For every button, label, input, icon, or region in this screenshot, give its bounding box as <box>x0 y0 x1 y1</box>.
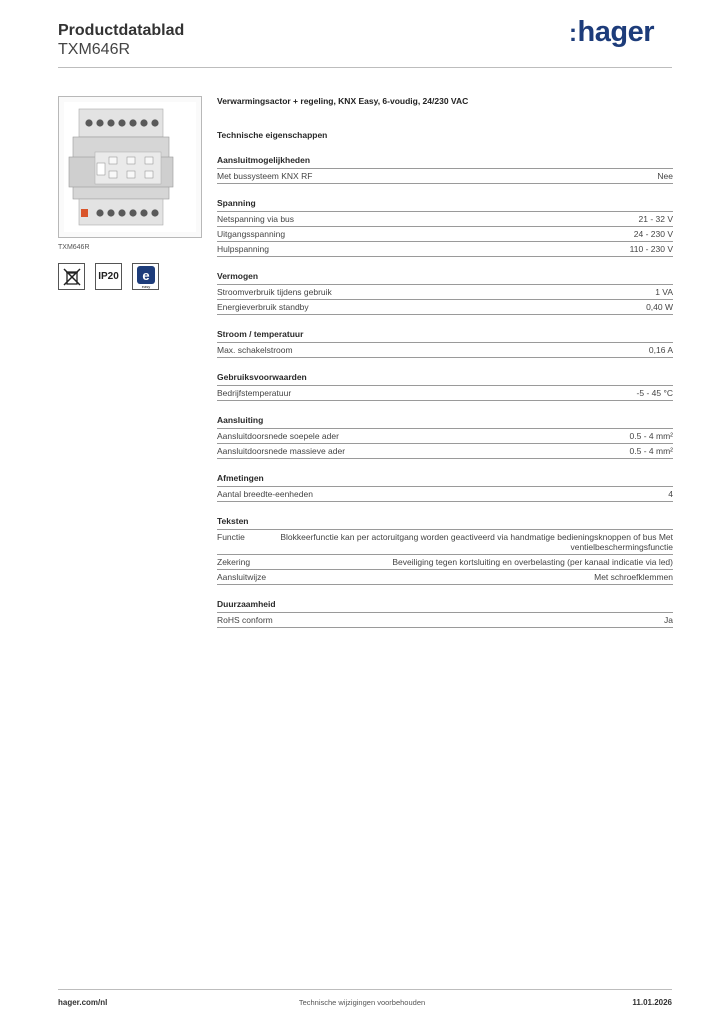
spec-value: -5 - 45 °C <box>636 388 673 398</box>
spec-row <box>217 300 673 315</box>
spec-value: 0.5 - 4 mm² <box>629 446 673 456</box>
spec-sections <box>217 155 673 628</box>
section-title: Afmetingen <box>217 473 673 487</box>
spec-row <box>217 570 673 585</box>
no-waste-bin-icon <box>58 263 85 290</box>
spec-section <box>217 473 673 502</box>
spec-row <box>217 285 673 300</box>
spec-row <box>217 242 673 257</box>
spec-label: Max. schakelstroom <box>217 345 293 355</box>
spec-label: Met bussysteem KNX RF <box>217 171 313 181</box>
spec-value: Beveiliging tegen kortsluiting en overbelasting (per kanaal indicatie via led) <box>392 557 673 567</box>
spec-label: Uitgangsspanning <box>217 229 286 239</box>
specification-content <box>217 96 673 628</box>
din-rail-actuator-illustration <box>59 97 201 237</box>
spec-label: Netspanning via bus <box>217 214 295 224</box>
spec-section <box>217 198 673 257</box>
spec-value: 0,40 W <box>646 302 673 312</box>
spec-row <box>217 444 673 459</box>
spec-label: Aansluitdoorsnede massieve ader <box>217 446 346 456</box>
spec-row <box>217 555 673 570</box>
logo-prefix: : <box>569 20 577 47</box>
section-title: Teksten <box>217 516 673 530</box>
spec-label: RoHS conform <box>217 615 273 625</box>
spec-value: Ja <box>664 615 673 625</box>
section-title: Aansluitmogelijkheden <box>217 155 673 169</box>
product-image <box>58 96 202 238</box>
image-caption: TXM646R <box>58 244 90 251</box>
product-code: TXM646R <box>58 41 131 58</box>
spec-value: Blokkeerfunctie kan per actoruitgang worden geactiveerd via handmatige bedieningsknoppen of bus Met ventielbeschermingsfunctie <box>280 532 673 552</box>
section-title: Aansluiting <box>217 415 673 429</box>
spec-row <box>217 227 673 242</box>
spec-label: Energieverbruik standby <box>217 302 309 312</box>
spec-label: Aantal breedte-eenheden <box>217 489 313 499</box>
spec-label: Aansluitdoorsnede soepele ader <box>217 431 339 441</box>
svg-text:e: e <box>141 267 150 283</box>
section-title: Gebruiksvoorwaarden <box>217 372 673 386</box>
spec-value: 21 - 32 V <box>638 214 673 224</box>
spec-value: 1 VA <box>655 287 673 297</box>
spec-label: Stroomverbruik tijdens gebruik <box>217 287 332 297</box>
certification-icons <box>58 263 159 290</box>
spec-label: Zekering <box>217 557 251 567</box>
footer-date: 11.01.2026 <box>632 998 672 1007</box>
spec-section <box>217 329 673 358</box>
spec-section <box>217 372 673 401</box>
knx-easy-label: easy <box>141 283 150 289</box>
spec-row <box>217 212 673 227</box>
knx-easy-icon <box>132 263 159 290</box>
header-divider <box>58 67 672 68</box>
knx-easy-logo <box>135 265 157 289</box>
spec-row <box>217 169 673 184</box>
product-description: Verwarmingsactor + regeling, KNX Easy, 6-voudig, 24/230 VAC <box>217 96 469 106</box>
section-title: Spanning <box>217 198 673 212</box>
spec-value: 0.5 - 4 mm² <box>629 431 673 441</box>
spec-value: 110 - 230 V <box>629 244 673 254</box>
logo-text: hager <box>577 16 654 48</box>
spec-value: 24 - 230 V <box>633 229 673 239</box>
footer-disclaimer: Technische wijzigingen voorbehouden <box>298 998 426 1007</box>
spec-value: 0,16 A <box>648 345 673 355</box>
crossed-bin-icon <box>62 267 82 287</box>
spec-label: Bedrijfstemperatuur <box>217 388 292 398</box>
footer-website: hager.com/nl <box>58 998 108 1007</box>
spec-value: Met schroefklemmen <box>594 572 673 582</box>
spec-section <box>217 271 673 315</box>
spec-row <box>217 343 673 358</box>
spec-label: Functie <box>217 532 245 542</box>
spec-section <box>217 516 673 585</box>
page-title: Productdatablad <box>58 22 185 39</box>
spec-row <box>217 487 673 502</box>
footer-divider <box>58 989 672 990</box>
ip20-rating-badge <box>95 263 122 290</box>
spec-value: 4 <box>668 489 673 499</box>
document-header <box>58 22 184 60</box>
section-title: Stroom / temperatuur <box>217 329 673 343</box>
section-title: Vermogen <box>217 271 673 285</box>
spec-row <box>217 386 673 401</box>
spec-label: Aansluitwijze <box>217 572 267 582</box>
spec-section <box>217 599 673 628</box>
spec-section <box>217 155 673 184</box>
spec-section <box>217 415 673 459</box>
spec-value: Nee <box>657 171 673 181</box>
section-title: Duurzaamheid <box>217 599 673 613</box>
spec-row <box>217 530 673 555</box>
spec-row <box>217 429 673 444</box>
technical-properties-heading: Technische eigenschappen <box>217 130 328 140</box>
spec-row <box>217 613 673 628</box>
spec-label: Hulpspanning <box>217 244 269 254</box>
hager-logo <box>569 16 654 49</box>
ip-rating-text: IP20 <box>98 271 119 282</box>
